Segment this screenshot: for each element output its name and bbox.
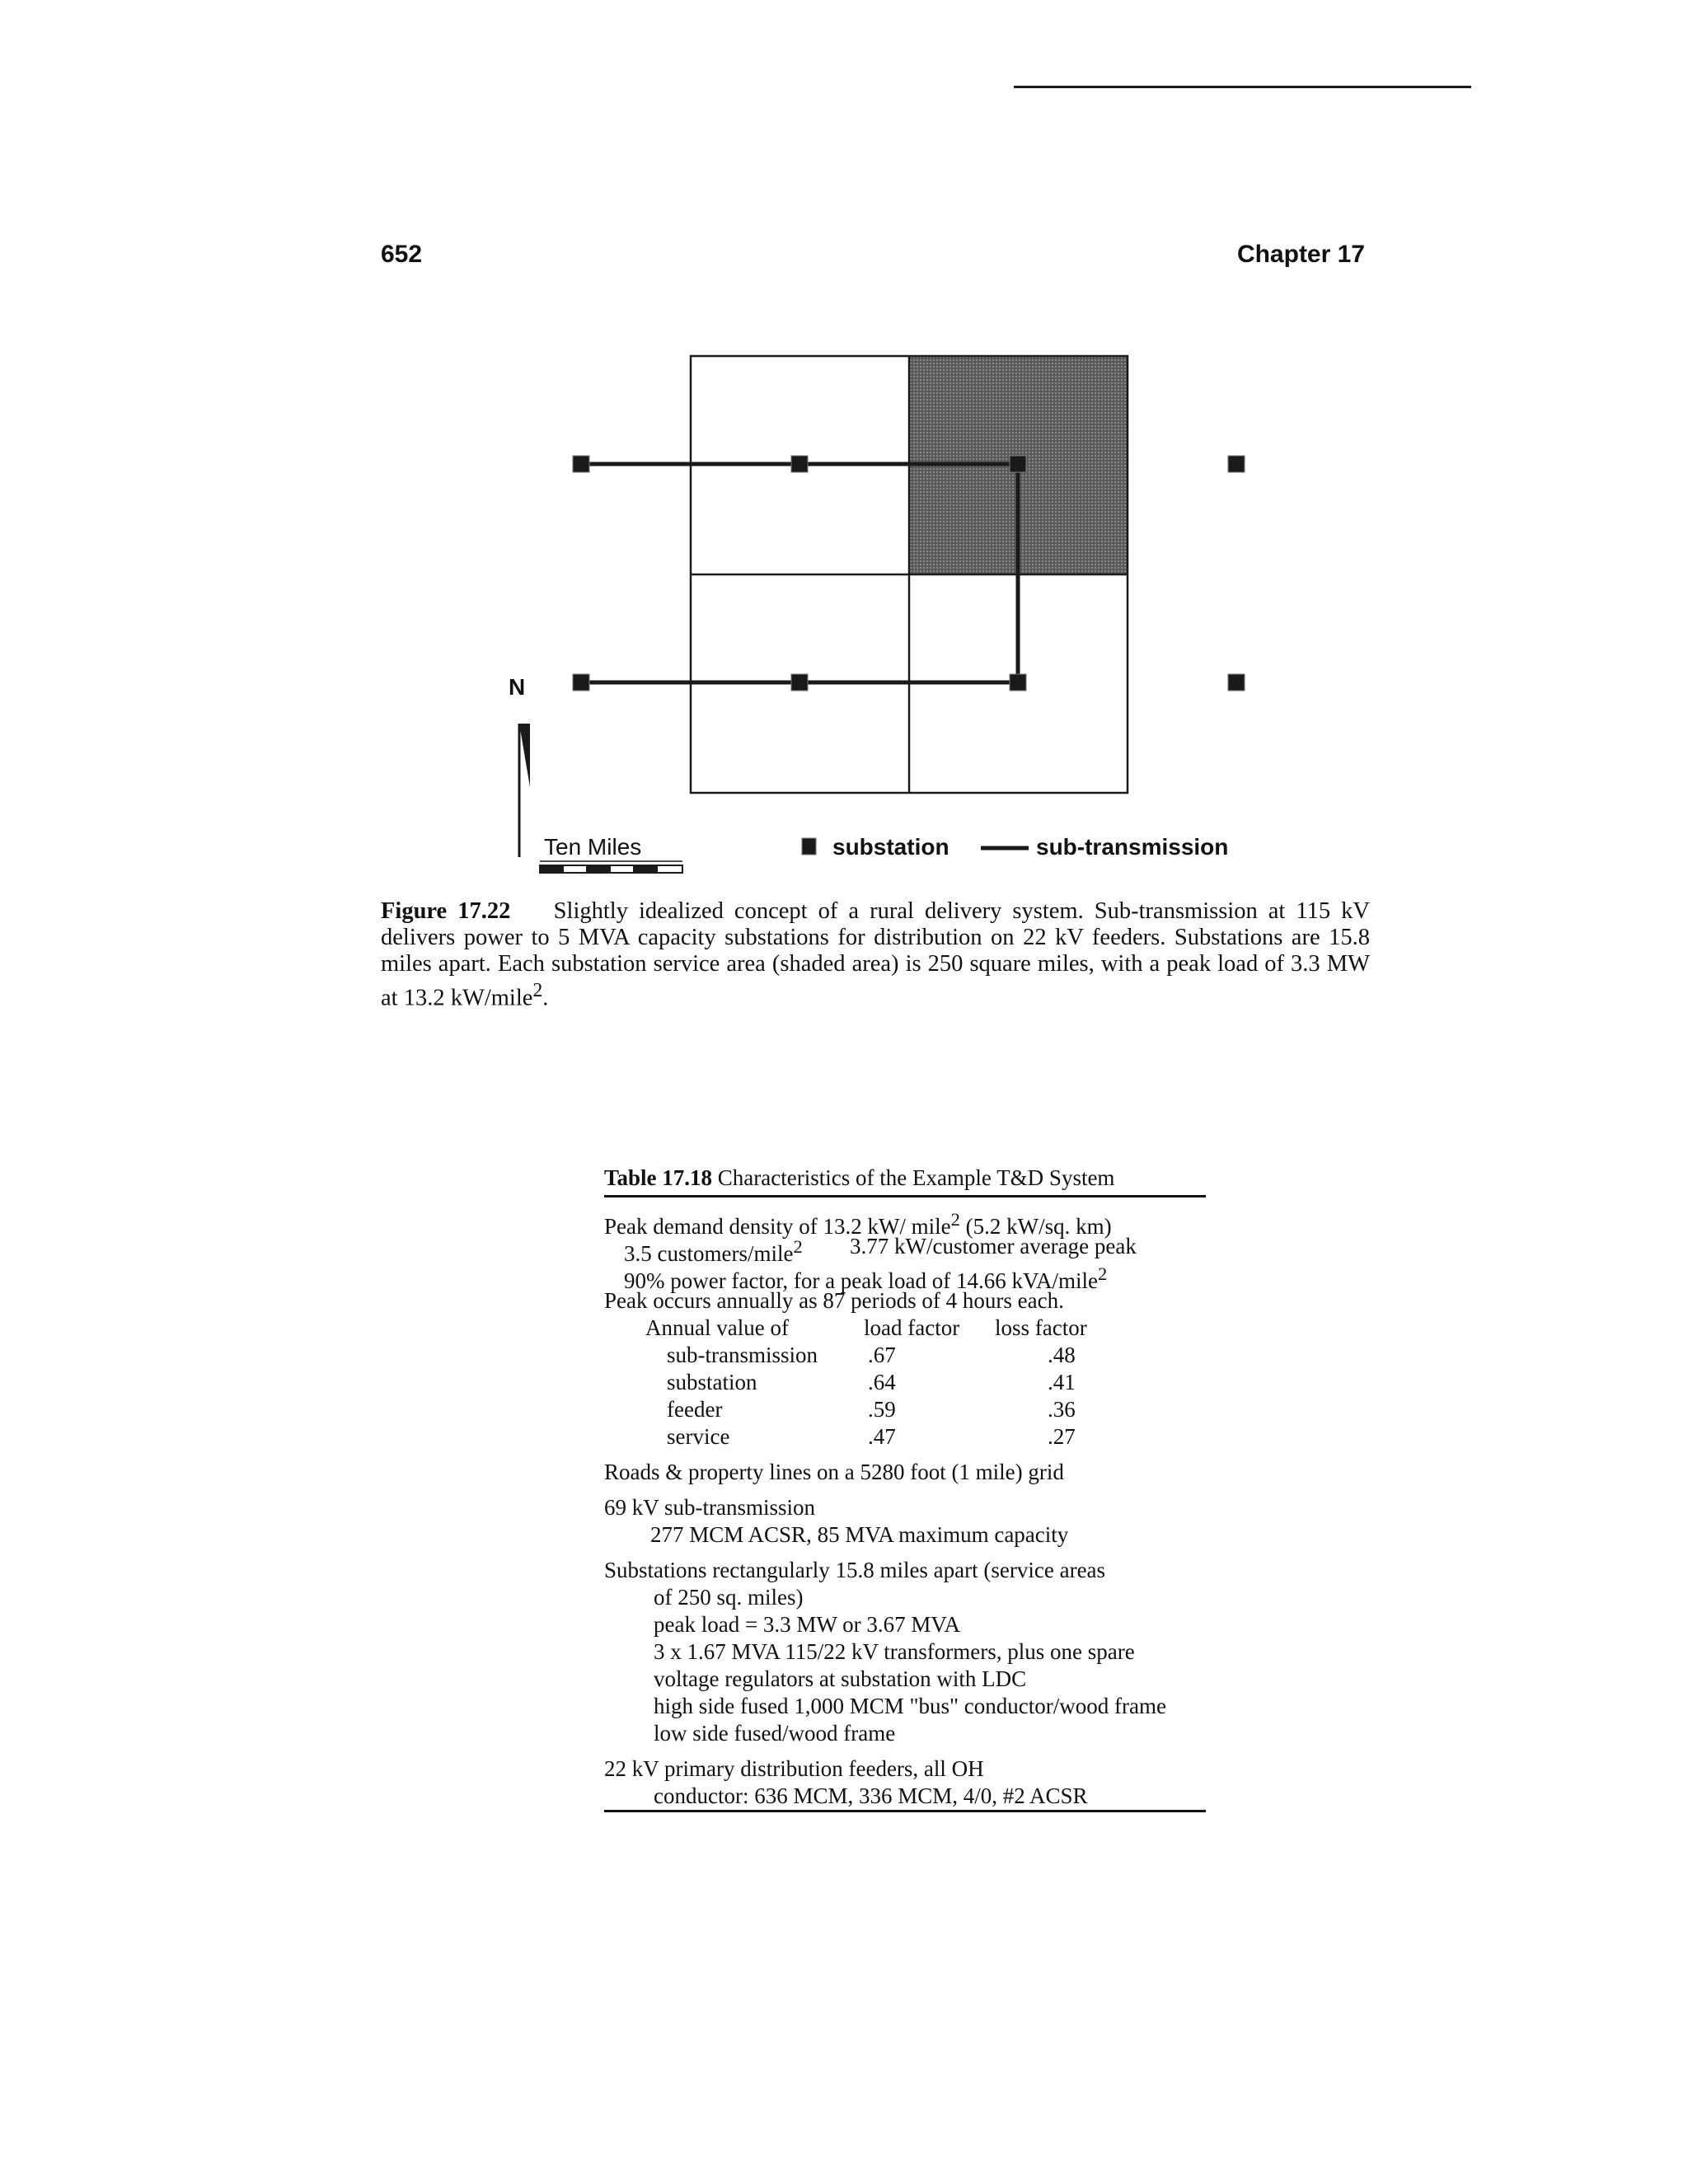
- substation-icon: [791, 674, 808, 691]
- density-text: Peak demand density of 13.2 kW/ mile: [604, 1214, 951, 1239]
- conductor-line: conductor: 636 MCM, 336 MCM, 4/0, #2 ACSR: [654, 1783, 1088, 1808]
- power-factor-sup: 2: [1098, 1263, 1108, 1284]
- scale-label: Ten Miles: [544, 834, 642, 860]
- factor-row: [604, 1369, 1206, 1396]
- factor-loss: .27: [1048, 1424, 1076, 1449]
- figure-caption: [381, 898, 1370, 1012]
- substations-line-2: of 250 sq. miles): [654, 1585, 804, 1610]
- customers-text: 3.5 customers/mile: [624, 1241, 794, 1266]
- peak-occurs-line: Peak occurs annually as 87 periods of 4 hours each.: [604, 1288, 1064, 1313]
- substation-icon: [1010, 674, 1026, 691]
- factor-row: [604, 1396, 1206, 1423]
- subtrans-detail-line: 277 MCM ACSR, 85 MVA maximum capacity: [650, 1522, 1069, 1547]
- density-sup: 2: [950, 1209, 960, 1230]
- page-number: 652: [381, 241, 423, 268]
- regulators-line: voltage regulators at substation with LDC: [654, 1666, 1027, 1691]
- transformers-line: 3 x 1.67 MVA 115/22 kV transformers, plus one spare: [654, 1639, 1135, 1664]
- rural-delivery-figure: [0, 0, 1688, 898]
- legend-substation-label: substation: [832, 834, 950, 860]
- factor-loss: .48: [1048, 1343, 1076, 1367]
- factor-header-name: Annual value of: [645, 1315, 789, 1340]
- legend-sub-transmission-label: sub-transmission: [1036, 834, 1229, 860]
- table-title: [604, 1164, 1206, 1195]
- substation-icon: [573, 674, 589, 691]
- factor-row: [604, 1342, 1206, 1369]
- factor-load: .59: [868, 1397, 896, 1422]
- low-side-line: low side fused/wood frame: [654, 1721, 896, 1746]
- table-label: Table 17.18: [604, 1165, 713, 1190]
- substations-line: Substations rectangularly 15.8 miles apart (service areas: [604, 1558, 1106, 1582]
- customers-sup: 2: [793, 1236, 803, 1257]
- factor-header-row: [604, 1315, 1206, 1342]
- peak-load-line: peak load = 3.3 MW or 3.67 MVA: [654, 1612, 960, 1637]
- factor-load: .64: [868, 1370, 896, 1394]
- factor-name: sub-transmission: [667, 1343, 818, 1367]
- legend-substation-icon: [802, 838, 816, 855]
- feeders-line: 22 kV primary distribution feeders, all OH: [604, 1756, 984, 1781]
- roads-line: Roads & property lines on a 5280 foot (1 mile) grid: [604, 1460, 1064, 1484]
- substation-icon: [1228, 674, 1245, 691]
- factor-name: substation: [667, 1370, 757, 1394]
- factor-header-load: load factor: [864, 1315, 960, 1340]
- chapter-title: Chapter 17: [1236, 241, 1365, 268]
- factor-name: feeder: [667, 1397, 723, 1422]
- factor-header-loss: loss factor: [995, 1315, 1087, 1340]
- factor-loss: .41: [1048, 1370, 1076, 1394]
- factor-loss: .36: [1048, 1397, 1076, 1422]
- power-factor-text: 90% power factor, for a peak load of 14.66 kVA/mile: [624, 1268, 1099, 1293]
- figure-label: Figure 17.22: [381, 898, 511, 924]
- factor-load: .67: [868, 1343, 896, 1367]
- substation-icon: [573, 456, 589, 472]
- factor-load: .47: [868, 1424, 896, 1449]
- customers-text-2: 3.77 kW/customer average peak: [850, 1234, 1137, 1258]
- high-side-line: high side fused 1,000 MCM "bus" conductor/wood frame: [654, 1694, 1166, 1718]
- substation-icon: [1228, 456, 1245, 472]
- table-title-text: Characteristics of the Example T&D System: [717, 1165, 1115, 1190]
- caption-text: Slightly idealized concept of a rural delivery system. Sub-transmission at 115 kV delivers power to 5 MVA capacity substations for distribution on 22 kV feeders. Substations are 15.8 miles apart. Each substation service area (shaded area) is 250 square miles, with a peak load of 3.3 MW at 13.2 kW/mile: [381, 898, 1371, 1011]
- characteristics-table: [604, 1164, 1206, 1812]
- substation-icon: [1010, 456, 1026, 472]
- caption-sup: 2: [532, 980, 543, 1001]
- factor-row: [604, 1423, 1206, 1451]
- table-bottom-rule: [604, 1810, 1206, 1812]
- factor-name: service: [667, 1424, 730, 1449]
- north-arrow-icon: [519, 724, 530, 857]
- caption-end: .: [542, 985, 549, 1011]
- density-line: [604, 1206, 1206, 1239]
- density-text-2: (5.2 kW/sq. km): [959, 1214, 1112, 1239]
- scale-bar: [540, 861, 682, 873]
- substation-icon: [791, 456, 808, 472]
- north-label: N: [509, 674, 526, 700]
- customers-line: [604, 1233, 1206, 1266]
- power-factor-line: [604, 1260, 1206, 1293]
- subtrans-line: 69 kV sub-transmission: [604, 1495, 816, 1520]
